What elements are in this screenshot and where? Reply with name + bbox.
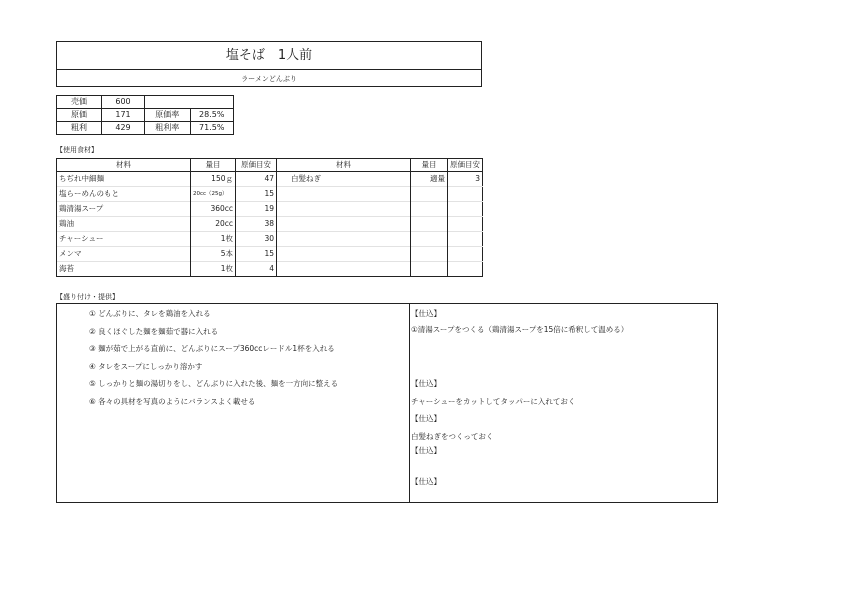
empty-cell (277, 262, 411, 277)
empty-cell (277, 202, 411, 217)
price-row (57, 122, 234, 135)
sell-value: 600 (102, 96, 145, 109)
header-cost: 原価目安 (448, 159, 483, 172)
empty-cell (448, 187, 483, 202)
empty-cell (448, 232, 483, 247)
plating-step: ③ 麺が茹で上がる直前に、どんぶりにスープ360ccレードル1杯を入れる (89, 344, 335, 353)
plating-section-label: 【盛り付け・提供】 (56, 293, 119, 301)
ingredient-name: 海苔 (57, 262, 191, 277)
table-row (57, 232, 483, 247)
prep-text: ①清湯スープをつくる（鶏清湯スープを15倍に希釈して温める） (411, 325, 629, 334)
header-qty: 量目 (411, 159, 448, 172)
ingredient-qty: 5本 (191, 247, 236, 262)
ingredient-name: メンマ (57, 247, 191, 262)
ingredient-cost: 15 (236, 187, 277, 202)
table-row (57, 217, 483, 232)
prep-label: 【仕込】 (411, 309, 441, 318)
table-header-row (57, 159, 483, 172)
empty-cell (448, 217, 483, 232)
ingredient-qty: 20cc (191, 217, 236, 232)
prep-label: 【仕込】 (411, 379, 441, 388)
empty-cell (448, 202, 483, 217)
ingredient-qty: 1枚 (191, 232, 236, 247)
plating-step: ② 良くほぐした麺を麺茹で器に入れる (89, 327, 219, 336)
prep-text: チャーシューをカットしてタッパーに入れておく (411, 397, 576, 406)
empty-cell (411, 247, 448, 262)
profit-rate-value: 71.5% (190, 122, 234, 135)
ingredient-cost: 3 (448, 172, 483, 187)
header-cost: 原価目安 (236, 159, 277, 172)
profit-value: 429 (102, 122, 145, 135)
ingredient-qty: 1枚 (191, 262, 236, 277)
page-subtitle: ラーメンどんぶり (57, 69, 481, 88)
empty-cell (277, 232, 411, 247)
empty-cell (411, 202, 448, 217)
ingredient-cost: 15 (236, 247, 277, 262)
ingredient-name: チャーシュー (57, 232, 191, 247)
table-row (57, 247, 483, 262)
prep-text: 白髪ねぎをつくっておく (411, 432, 494, 441)
price-table (56, 95, 234, 135)
ingredient-qty: 360cc (191, 202, 236, 217)
ingredient-qty: 適量 (411, 172, 448, 187)
table-row (57, 202, 483, 217)
ingredient-name: 塩らーめんのもと (57, 187, 191, 202)
table-row (57, 172, 483, 187)
profit-label: 粗利 (57, 122, 102, 135)
empty-cell (411, 187, 448, 202)
empty-cell (411, 262, 448, 277)
ingredient-cost: 47 (236, 172, 277, 187)
empty-cell (411, 217, 448, 232)
table-row (57, 187, 483, 202)
sell-label: 売価 (57, 96, 102, 109)
empty-cell (145, 96, 234, 109)
header-qty: 量目 (191, 159, 236, 172)
header-name: 材料 (277, 159, 411, 172)
table-row (57, 262, 483, 277)
prep-label: 【仕込】 (411, 414, 441, 423)
ingredients-section-label: 【使用食材】 (56, 146, 98, 154)
price-row (57, 109, 234, 122)
header-name: 材料 (57, 159, 191, 172)
prep-label: 【仕込】 (411, 446, 441, 455)
plating-step: ⑤ しっかりと麺の湯切りをし、どんぶりに入れた後、麺を一方向に整える (89, 379, 339, 388)
empty-cell (277, 247, 411, 262)
empty-cell (277, 217, 411, 232)
cost-value: 171 (102, 109, 145, 122)
empty-cell (411, 232, 448, 247)
ingredient-cost: 38 (236, 217, 277, 232)
empty-cell (448, 247, 483, 262)
prep-label: 【仕込】 (411, 477, 441, 486)
ingredient-name: 鶏清湯スープ (57, 202, 191, 217)
ingredient-qty: 150ｇ (191, 172, 236, 187)
cost-rate-label: 原価率 (145, 109, 191, 122)
cost-label: 原価 (57, 109, 102, 122)
column-divider (409, 304, 410, 502)
ingredient-cost: 19 (236, 202, 277, 217)
page-title: 塩そば 1人前 (225, 48, 313, 63)
plating-box (56, 303, 718, 503)
ingredient-cost: 4 (236, 262, 277, 277)
plating-step: ① どんぶりに、タレを鶏油を入れる (89, 309, 211, 318)
empty-cell (277, 187, 411, 202)
title-box (56, 41, 482, 87)
ingredient-name: 鶏油 (57, 217, 191, 232)
empty-cell (448, 262, 483, 277)
price-row (57, 96, 234, 109)
cost-rate-value: 28.5% (190, 109, 234, 122)
ingredients-table (56, 158, 483, 277)
ingredient-cost: 30 (236, 232, 277, 247)
profit-rate-label: 粗利率 (145, 122, 191, 135)
plating-step: ⑥ 各々の具材を写真のようにバランスよく載せる (89, 397, 256, 406)
ingredient-name: 白髪ねぎ (277, 172, 411, 187)
ingredient-qty: 20cc（25g） (191, 187, 236, 202)
plating-step: ④ タレをスープにしっかり溶かす (89, 362, 203, 371)
ingredient-name: ちぢれ中細麺 (57, 172, 191, 187)
